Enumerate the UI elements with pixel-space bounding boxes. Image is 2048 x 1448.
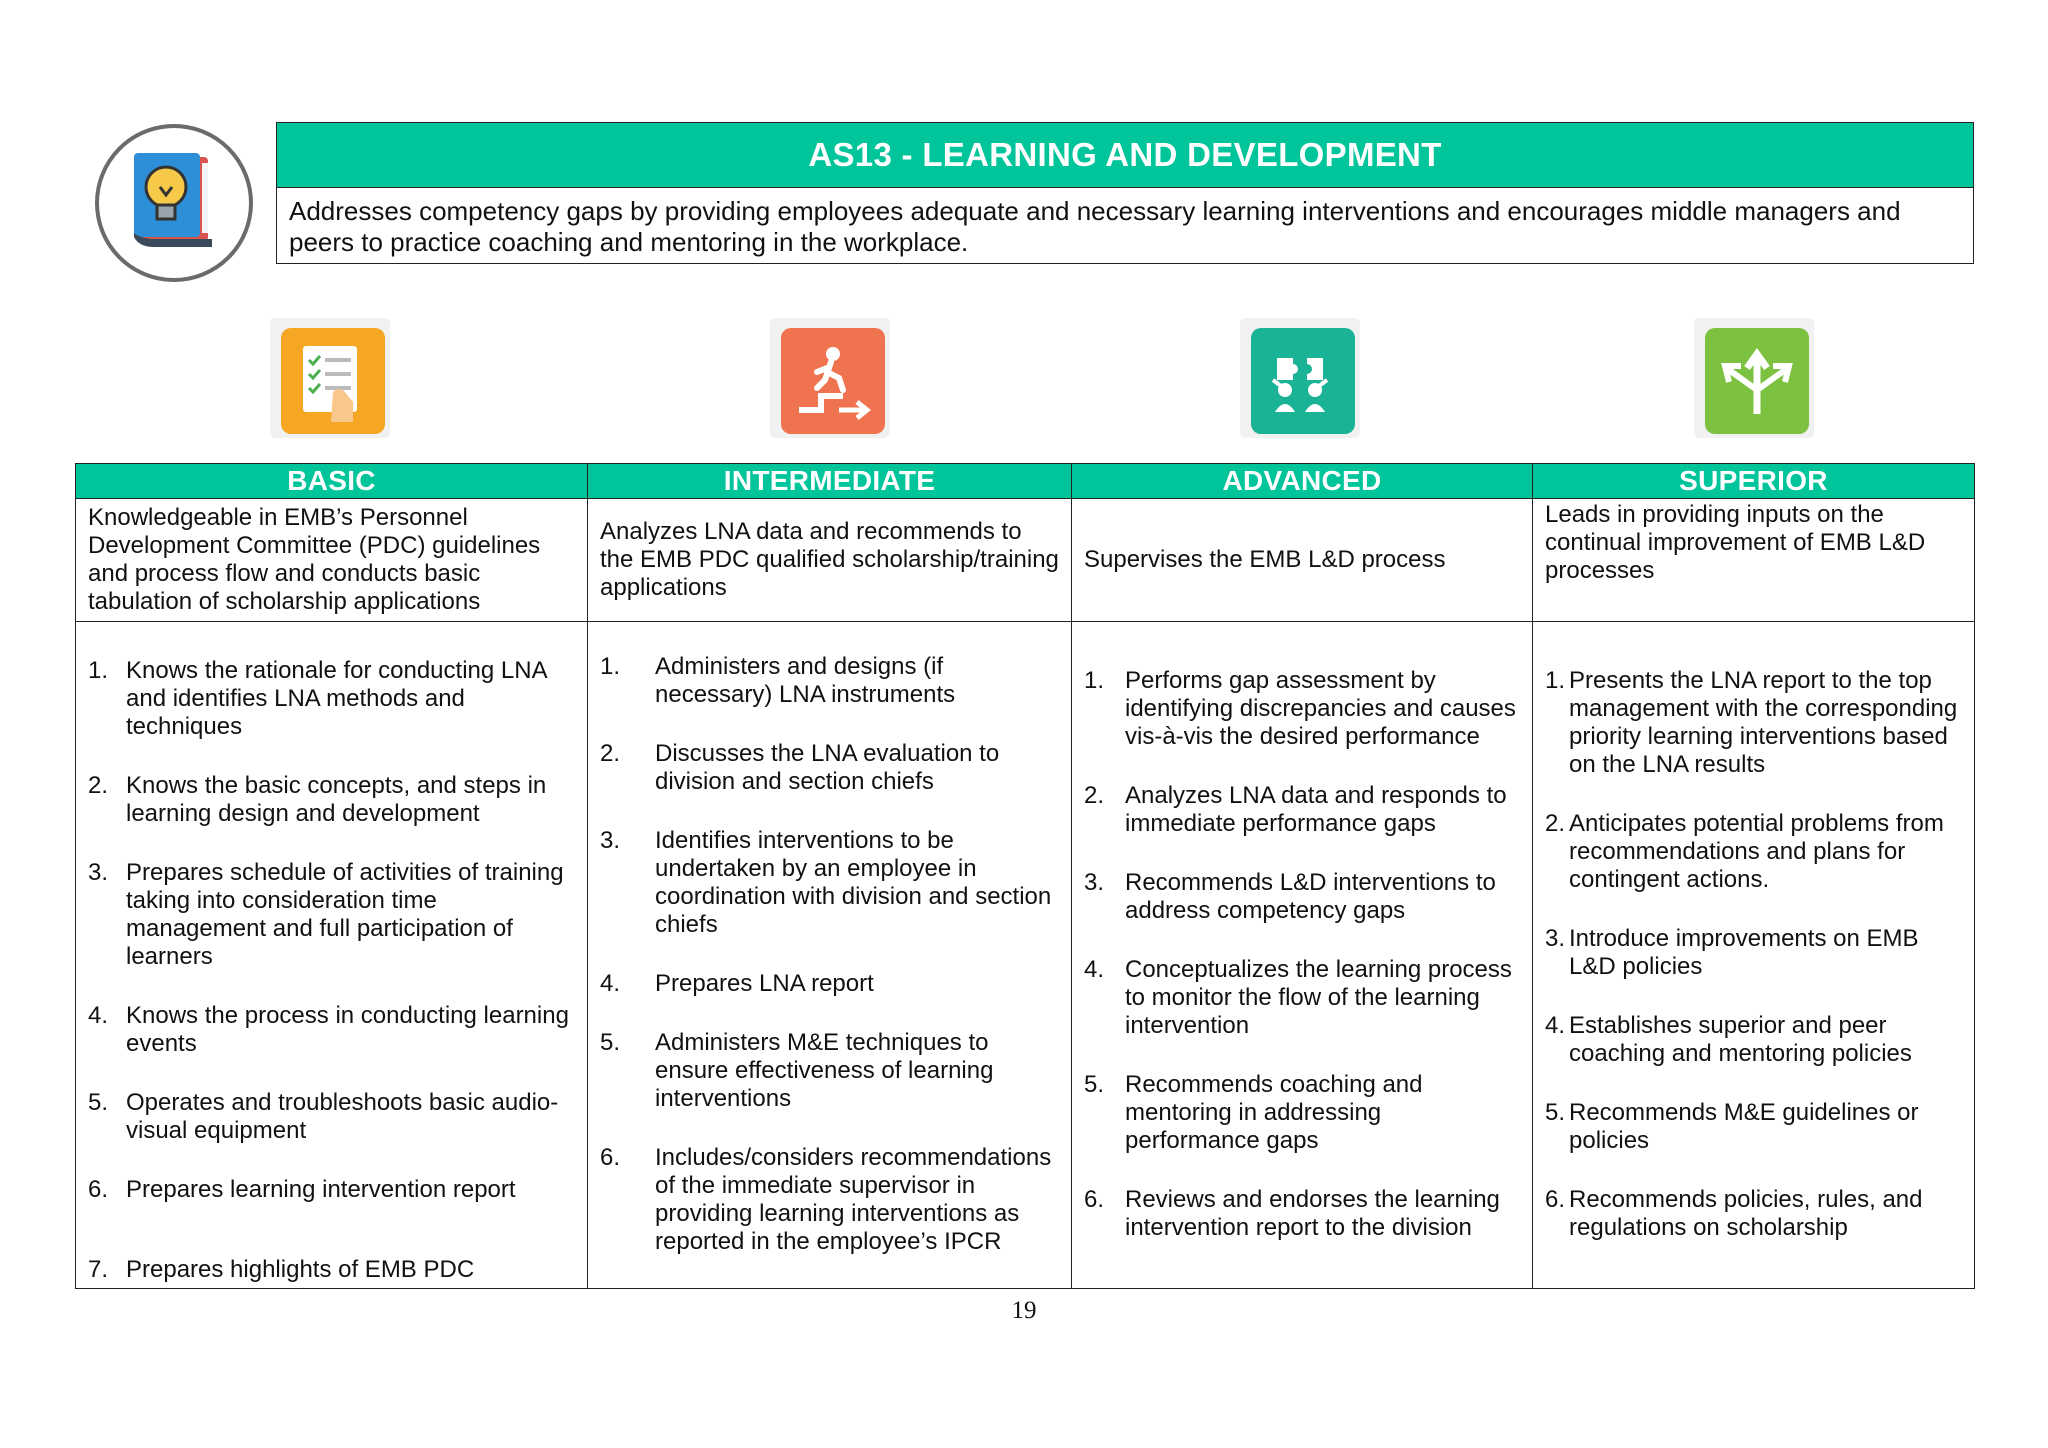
page-title: AS13 - LEARNING AND DEVELOPMENT [277,123,1973,188]
list-item: 1. Presents the LNA report to the top management with the corresponding priority learning interventions based on the LNA results [1545,667,1958,778]
list-item: 5. Recommends coaching and mentoring in addressing performance gaps [1084,1071,1423,1154]
list-item: 6. Reviews and endorses the learning intervention report to the division [1084,1186,1500,1241]
basic-indicator-list [88,657,575,1284]
puzzle-people-icon [1240,318,1360,438]
level-header-row [76,464,1975,499]
competency-description: Addresses competency gaps by providing employees adequate and necessary learning interventions and encourages middle managers and peers to practice coaching and mentoring in the workplace. [289,196,1901,257]
list-item: 2. Analyzes LNA data and responds to immediate performance gaps [1084,782,1507,837]
summary-basic: Knowledgeable in EMB’s Personnel Development Committee (PDC) guidelines and process flow and conducts basic tabulation of scholarship applications [76,499,588,622]
list-item: 4. Prepares LNA report [600,970,874,997]
list-item: 3. Recommends L&D interventions to address competency gaps [1084,869,1496,924]
list-item: 3. Identifies interventions to be undertaken by an employee in coordination with division and section chiefs [600,827,1052,938]
list-item: 6. Includes/considers recommendations of the immediate supervisor in providing learning interventions as reported in the employee’s IPCR [600,1144,1052,1255]
list-item: 3. Introduce improvements on EMB L&D policies [1545,925,1919,980]
list-item: 6. Recommends policies, rules, and regulations on scholarship [1545,1186,1923,1241]
list-item: 5. Operates and troubleshoots basic audio-visual equipment [88,1088,559,1144]
indicators-advanced [1072,622,1533,1289]
level-header-intermediate: INTERMEDIATE [588,464,1072,499]
lightbulb-book-icon [94,123,254,283]
summary-intermediate: Analyzes LNA data and recommends to the EMB PDC qualified scholarship/training applications [588,499,1072,622]
list-item: 2. Discusses the LNA evaluation to division and section chiefs [600,740,1000,795]
advanced-indicator-list [1084,667,1520,1242]
list-item: 6. Prepares learning intervention report [88,1175,516,1203]
list-item: 1. Administers and designs (if necessary) LNA instruments [600,653,956,708]
level-indicators-row [76,622,1975,1289]
level-header-superior: SUPERIOR [1533,464,1975,499]
indicators-intermediate [588,622,1072,1289]
indicators-basic [76,622,588,1289]
list-item: 4. Conceptualizes the learning process to monitor the flow of the learning intervention [1084,956,1512,1039]
list-item: 4. Establishes superior and peer coaching and mentoring policies [1545,1012,1912,1067]
level-summary-row [76,499,1975,622]
indicators-superior [1533,622,1975,1289]
superior-indicator-list [1545,667,1962,1242]
intermediate-indicator-list [600,653,1059,1256]
list-item: 1. Performs gap assessment by identifying discrepancies and causes vis-à-vis the desired performance [1084,667,1516,750]
summary-superior: Leads in providing inputs on the continual improvement of EMB L&D processes [1533,499,1975,622]
list-item: 1. Knows the rationale for conducting LNA and identifies LNA methods and techniques [88,656,547,740]
list-item: 2. Anticipates potential problems from recommendations and plans for contingent actions. [1545,810,1944,893]
summary-advanced: Supervises the EMB L&D process [1072,499,1533,622]
diverging-arrows-icon [1694,318,1814,438]
list-item: 5. Recommends M&E guidelines or policies [1545,1099,1919,1154]
level-header-basic: BASIC [76,464,588,499]
competency-title-box [276,122,1974,264]
list-item: 2. Knows the basic concepts, and steps in learning design and development [88,771,547,827]
list-item: 4. Knows the process in conducting learning events [88,1001,569,1057]
list-item: 5. Administers M&E techniques to ensure effectiveness of learning interventions [600,1029,994,1112]
stairs-runner-icon [770,318,890,438]
list-item: 3. Prepares schedule of activities of training taking into consideration time management and full participation of learners [88,858,564,970]
level-header-advanced: ADVANCED [1072,464,1533,499]
page-number: 19 [1011,1297,1037,1324]
proficiency-levels-table [75,463,1975,1289]
list-item: 7. Prepares highlights of EMB PDC [88,1255,475,1283]
checklist-hand-icon [270,318,390,438]
